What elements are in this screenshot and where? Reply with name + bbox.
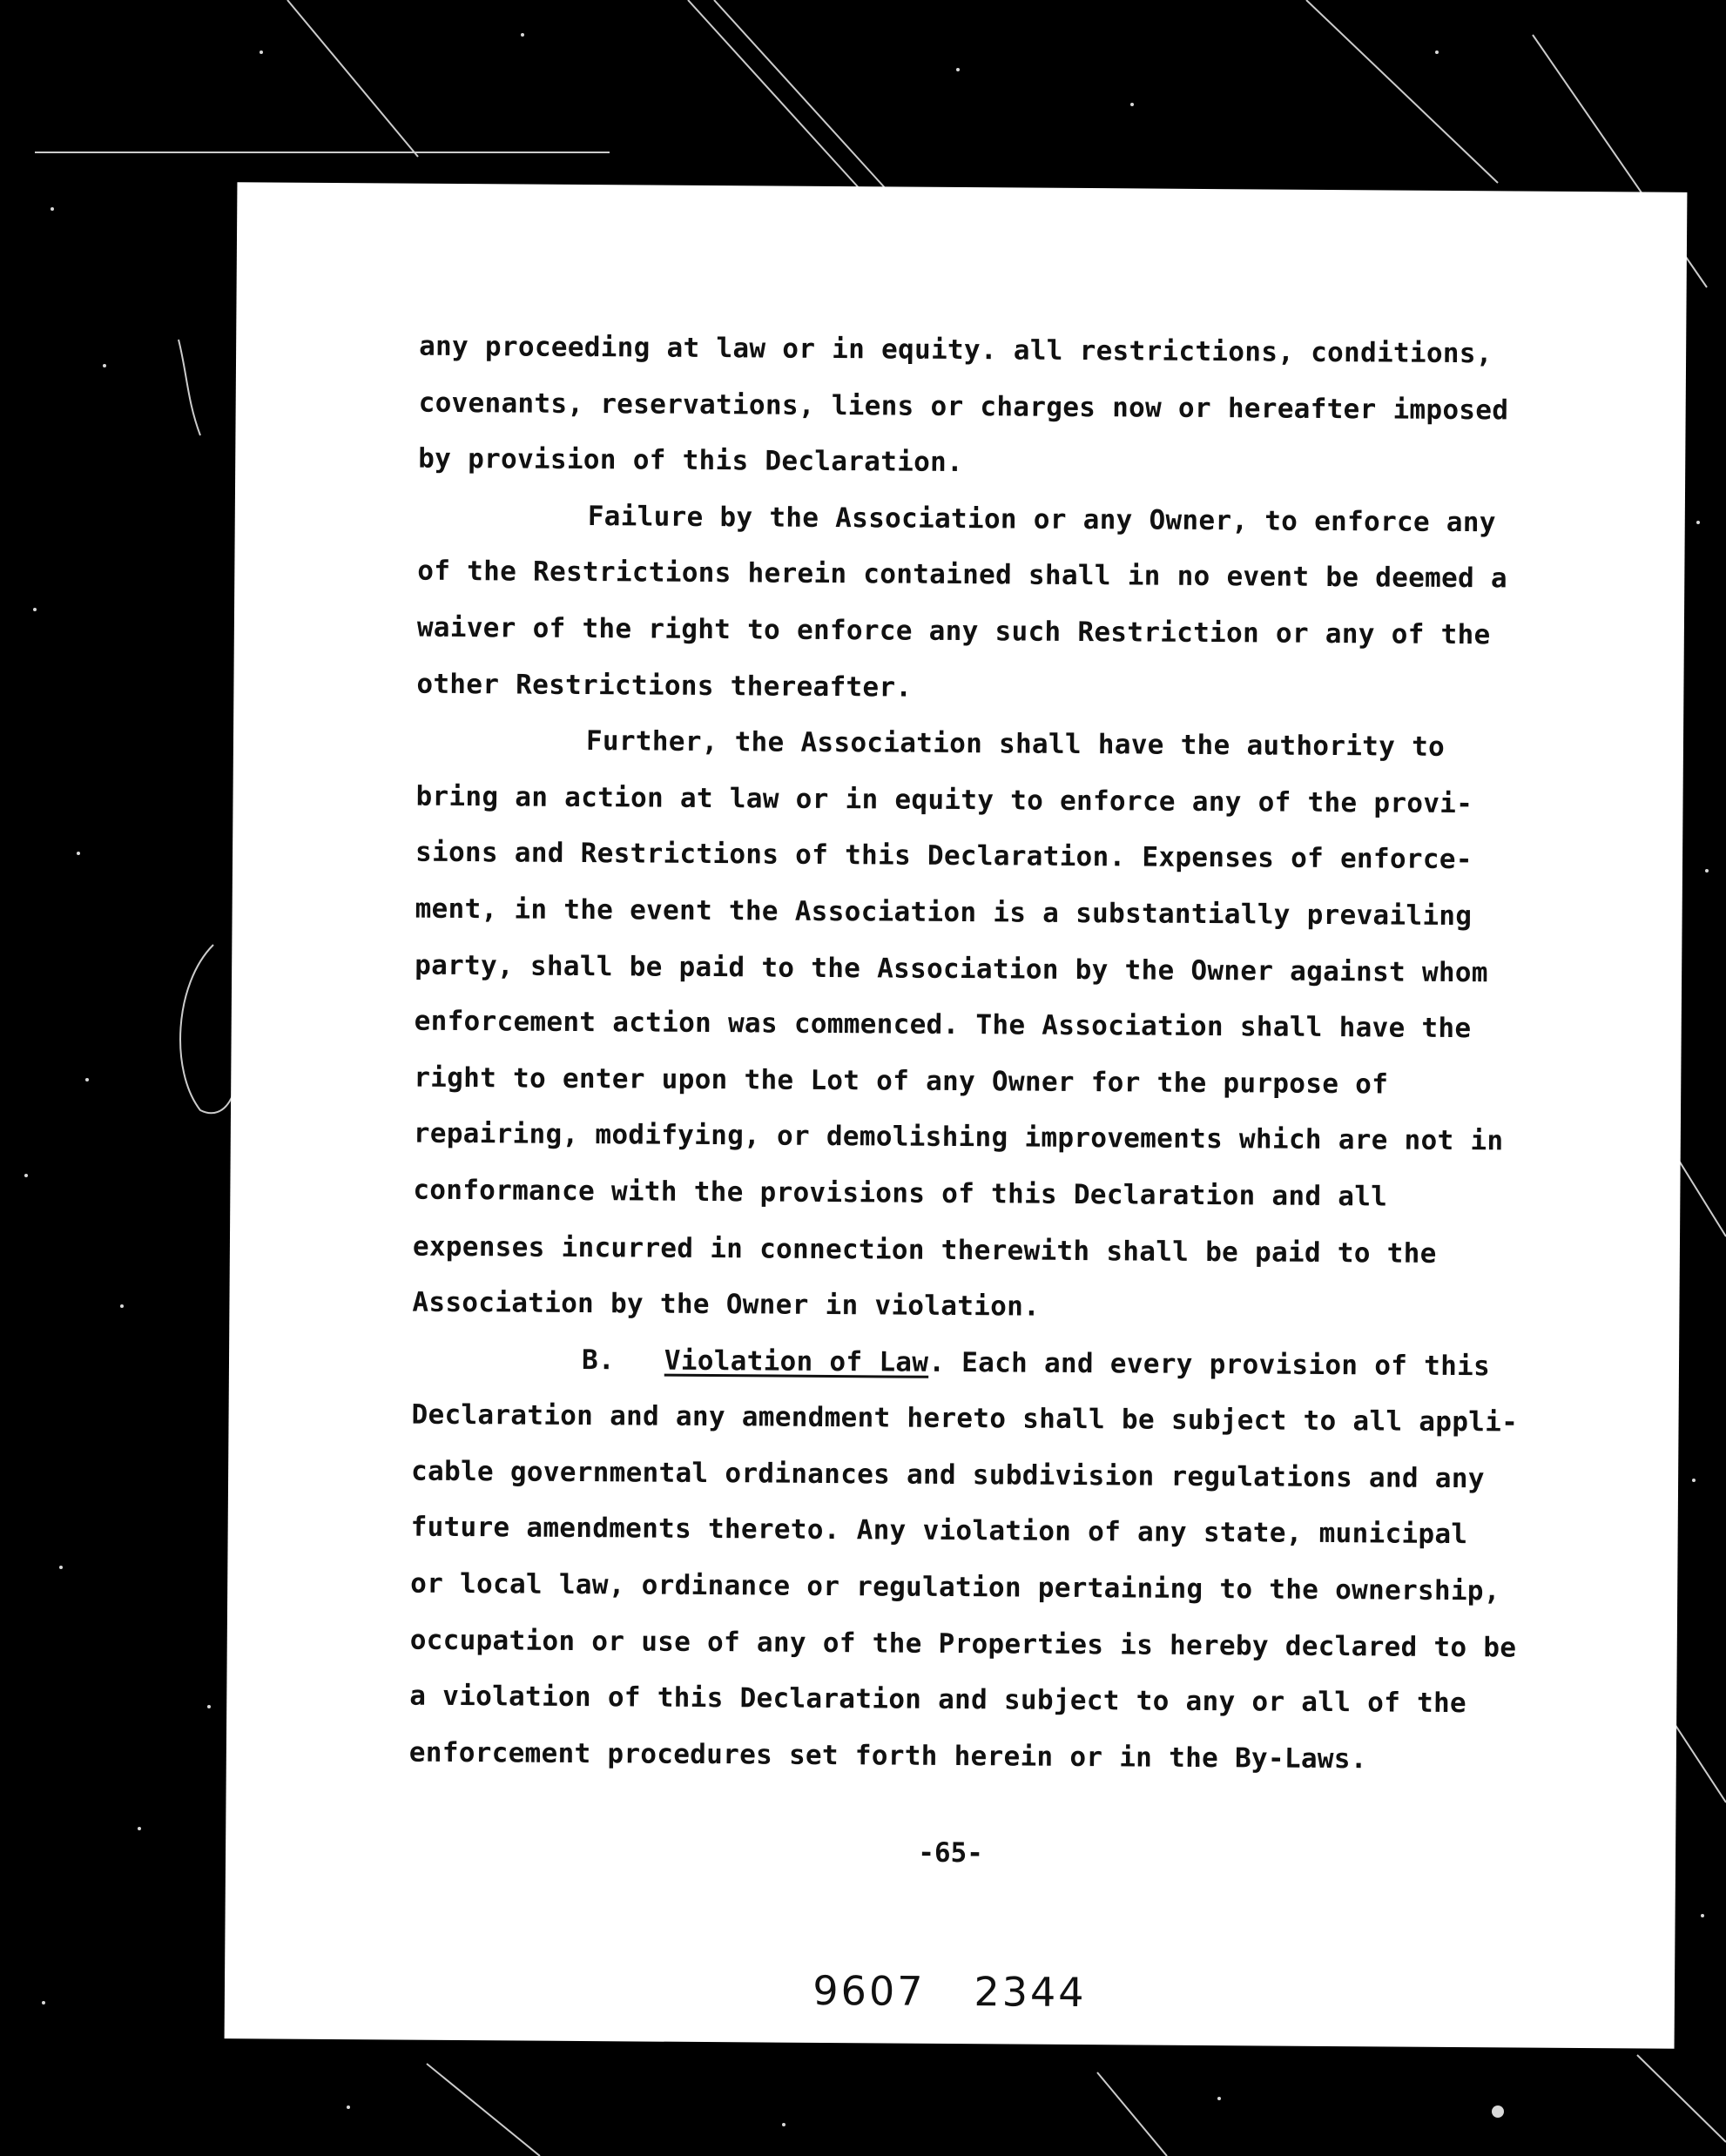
paragraph-3-line: repairing, modifying, or demolishing improvements which are not in: [413, 1117, 1504, 1157]
paragraph-3-line: ment, in the event the Association is a substantially prevailing: [415, 893, 1473, 933]
paragraph-2-line: waiver of the right to enforce any such Restriction or any of the: [416, 611, 1491, 651]
paragraph-2-line: other Restrictions thereafter.: [416, 668, 913, 704]
paragraph-3-line: enforcement action was commenced. The Association shall have the: [414, 1005, 1472, 1045]
section-b-line: enforcement procedures set forth herein or in the By-Laws.: [408, 1736, 1367, 1775]
paragraph-3-line: party, shall be paid to the Association by the Owner against whom: [415, 949, 1488, 988]
paragraph-3-line: Association by the Owner in violation.: [412, 1286, 1041, 1323]
recording-stamp: [225, 1963, 1675, 2020]
paragraph-1-line: by provision of this Declaration.: [418, 442, 964, 479]
stamp-book-number: 9607: [812, 1966, 926, 2015]
paragraph-3-line: bring an action at law or in equity to enforce any of the provi-: [415, 780, 1473, 819]
section-b-line: occupation or use of any of the Properties is hereby declared to be: [409, 1624, 1517, 1664]
page-number: -65-: [918, 1836, 984, 1870]
paragraph-2-line: Failure by the Association or any Owner, to enforce any: [587, 500, 1496, 539]
section-b-first-line: [412, 1331, 1518, 1394]
document-page: [225, 182, 1688, 2049]
section-b-line: or local law, ordinance or regulation pertaining to the ownership,: [410, 1567, 1500, 1607]
paragraph-2-line: of the Restrictions herein contained shall in no event be deemed a: [417, 556, 1508, 595]
paragraph-1-line: covenants, reservations, liens or charges now or hereafter imposed: [418, 387, 1509, 427]
paragraph-3-line: conformance with the provisions of this Declaration and all: [413, 1174, 1388, 1213]
section-b-line: cable governmental ordinances and subdivision regulations and any: [411, 1455, 1485, 1495]
paragraph-3-line: right to enter upon the Lot of any Owner for the purpose of: [414, 1061, 1389, 1101]
paragraph-3-line: expenses incurred in connection therewith shall be paid to the: [412, 1230, 1437, 1270]
section-b-first-line-text: . Each and every provision of this: [928, 1346, 1491, 1382]
paragraph-3-line: sions and Restrictions of this Declaration. Expenses of enforce-: [415, 837, 1473, 876]
paragraph-3-line: Further, the Association shall have the authority to: [585, 725, 1446, 764]
section-b-heading: Violation of Law: [664, 1344, 929, 1378]
section-b-line: a violation of this Declaration and subject to any or all of the: [409, 1680, 1467, 1720]
section-b-label: B.: [581, 1344, 616, 1376]
document-body: [409, 319, 1526, 1789]
stamp-page-number: 2344: [974, 1968, 1087, 2017]
section-b-line: future amendments thereto. Any violation of any state, municipal: [410, 1512, 1468, 1551]
paragraph-1-line: any proceeding at law or in equity. all restrictions, conditions,: [419, 330, 1493, 370]
section-b-line: Declaration and any amendment hereto shall be subject to all appli-: [411, 1398, 1519, 1438]
